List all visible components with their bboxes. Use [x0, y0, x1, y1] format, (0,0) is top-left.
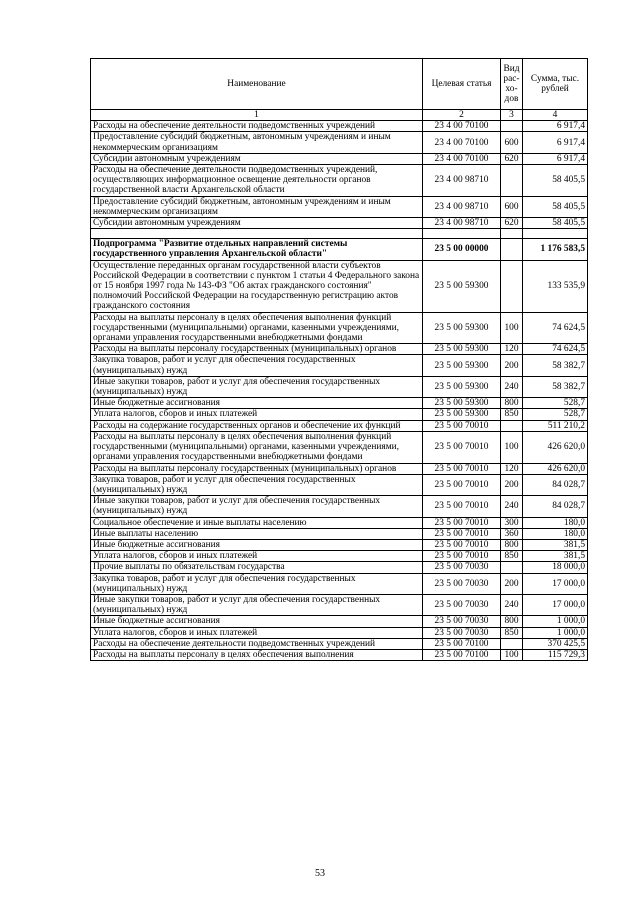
- cell-sum: 84 028,7: [523, 496, 588, 517]
- cell-expense-type: [501, 420, 523, 431]
- cell-name: Прочие выплаты по обязательствам государства: [91, 562, 423, 573]
- table-row: [91, 355, 588, 376]
- cell-name: Иные бюджетные ассигнования: [91, 398, 423, 409]
- table-header: [91, 59, 588, 121]
- table-row: [91, 528, 588, 539]
- cell-name: Иные закупки товаров, работ и услуг для обеспечения государственных (муниципальных) нужд: [91, 594, 423, 615]
- cell-expense-type: 800: [501, 539, 523, 550]
- cell-sum: 58 382,7: [523, 355, 588, 376]
- cell-sum: 511 210,2: [523, 420, 588, 431]
- cell-expense-type: [501, 165, 523, 197]
- cell-expense-type: 850: [501, 551, 523, 562]
- cell-target-article: 23 5 00 59300: [423, 398, 501, 409]
- cell-target-article: 23 4 00 70100: [423, 153, 501, 164]
- table-row: [91, 398, 588, 409]
- table-row: [91, 551, 588, 562]
- cell-sum: 17 000,0: [523, 594, 588, 615]
- cell-expense-type: 600: [501, 196, 523, 217]
- cell-name: Подпрограмма "Развитие отдельных направлений системы государственного управления Архангельской области": [91, 239, 423, 260]
- cell-target-article: 23 5 00 70030: [423, 616, 501, 627]
- table-row: [91, 627, 588, 638]
- cell-name: Субсидии автономным учреждениям: [91, 153, 423, 164]
- table-row: [91, 517, 588, 528]
- cell-target-article: 23 5 00 70010: [423, 551, 501, 562]
- cell-expense-type: [501, 562, 523, 573]
- cell-name: Расходы на обеспечение деятельности подведомственных учреждений: [91, 638, 423, 649]
- cell-name: Расходы на выплаты персоналу в целях обеспечения выполнения функций государственными (муниципальными) органами, казенными учреждениями, органами управления государственными внебюджетными фондами: [91, 312, 423, 344]
- column-number: 3: [501, 110, 523, 121]
- cell-sum: 17 000,0: [523, 573, 588, 594]
- cell-target-article: 23 5 00 70030: [423, 594, 501, 615]
- cell-sum: 58 382,7: [523, 376, 588, 397]
- cell-target-article: 23 5 00 70010: [423, 539, 501, 550]
- cell-name: Предоставление субсидий бюджетным, автономным учреждениям и иным некоммерческим организациям: [91, 196, 423, 217]
- cell-name: Расходы на выплаты персоналу государственных (муниципальных) органов: [91, 463, 423, 474]
- cell-target-article: 23 5 00 70100: [423, 638, 501, 649]
- cell-sum: 133 535,9: [523, 260, 588, 312]
- table-row: [91, 132, 588, 153]
- table-row: [91, 196, 588, 217]
- table-row: [91, 539, 588, 550]
- table-row: [91, 239, 588, 260]
- cell-target-article: 23 5 00 59300: [423, 344, 501, 355]
- table-row: [91, 431, 588, 463]
- cell-target-article: 23 5 00 59300: [423, 376, 501, 397]
- cell-expense-type: 850: [501, 627, 523, 638]
- table-body: [91, 121, 588, 661]
- cell-sum: 180,0: [523, 528, 588, 539]
- cell-target-article: 23 5 00 70030: [423, 627, 501, 638]
- cell-sum: 1 176 583,5: [523, 239, 588, 260]
- cell-sum: 6 917,4: [523, 121, 588, 132]
- column-number-row: [91, 110, 588, 121]
- cell-name: Субсидии автономным учреждениям: [91, 218, 423, 229]
- table-row: [91, 409, 588, 420]
- cell-name: Уплата налогов, сборов и иных платежей: [91, 627, 423, 638]
- cell-sum: 58 405,5: [523, 196, 588, 217]
- cell-sum: 370 425,5: [523, 638, 588, 649]
- cell-sum: [523, 229, 588, 239]
- table-row: [91, 260, 588, 312]
- cell-expense-type: [501, 239, 523, 260]
- cell-expense-type: [501, 121, 523, 132]
- table-row: [91, 463, 588, 474]
- cell-target-article: 23 4 00 70100: [423, 121, 501, 132]
- cell-target-article: 23 5 00 70030: [423, 573, 501, 594]
- cell-sum: 528,7: [523, 409, 588, 420]
- cell-expense-type: 200: [501, 474, 523, 495]
- cell-name: Уплата налогов, сборов и иных платежей: [91, 551, 423, 562]
- cell-expense-type: 100: [501, 431, 523, 463]
- cell-target-article: 23 4 00 70100: [423, 132, 501, 153]
- cell-sum: 74 624,5: [523, 312, 588, 344]
- table-row: [91, 344, 588, 355]
- cell-target-article: 23 5 00 59300: [423, 260, 501, 312]
- cell-target-article: 23 4 00 98710: [423, 218, 501, 229]
- table-row: [91, 165, 588, 197]
- cell-target-article: 23 5 00 70100: [423, 649, 501, 660]
- cell-name: Иные закупки товаров, работ и услуг для обеспечения государственных (муниципальных) нужд: [91, 496, 423, 517]
- cell-expense-type: 200: [501, 355, 523, 376]
- cell-expense-type: 800: [501, 616, 523, 627]
- cell-sum: 84 028,7: [523, 474, 588, 495]
- cell-name: Осуществление переданных органам государственной власти субъектов Российской Федерации в соответствии с пунктом 1 статьи 4 Федерального закона от 15 ноября 1997 года № 143-ФЗ "Об актах гражданского состояния" полномочий Российской Федерации на государственную регистрацию актов гражданского состояния: [91, 260, 423, 312]
- table-row: [91, 474, 588, 495]
- cell-sum: 180,0: [523, 517, 588, 528]
- cell-target-article: 23 5 00 70030: [423, 562, 501, 573]
- cell-name: Расходы на обеспечение деятельности подведомственных учреждений: [91, 121, 423, 132]
- cell-sum: 1 000,0: [523, 616, 588, 627]
- cell-expense-type: 240: [501, 496, 523, 517]
- spacer-row: [91, 229, 588, 239]
- cell-expense-type: [501, 638, 523, 649]
- cell-name: [91, 229, 423, 239]
- cell-sum: 58 405,5: [523, 218, 588, 229]
- column-number: 1: [91, 110, 423, 121]
- table-row: [91, 312, 588, 344]
- cell-target-article: 23 5 00 70010: [423, 431, 501, 463]
- cell-expense-type: [501, 260, 523, 312]
- cell-name: Иные бюджетные ассигнования: [91, 539, 423, 550]
- cell-expense-type: 120: [501, 463, 523, 474]
- cell-expense-type: 100: [501, 649, 523, 660]
- cell-name: Иные выплаты населению: [91, 528, 423, 539]
- table-row: [91, 218, 588, 229]
- cell-target-article: 23 4 00 98710: [423, 196, 501, 217]
- cell-sum: 381,5: [523, 551, 588, 562]
- column-number: 4: [523, 110, 588, 121]
- budget-table: [90, 58, 588, 661]
- table-row: [91, 376, 588, 397]
- cell-target-article: 23 5 00 70010: [423, 420, 501, 431]
- cell-expense-type: 800: [501, 398, 523, 409]
- cell-target-article: 23 5 00 70010: [423, 528, 501, 539]
- cell-name: Закупка товаров, работ и услуг для обеспечения государственных (муниципальных) нужд: [91, 474, 423, 495]
- cell-target-article: 23 5 00 70010: [423, 496, 501, 517]
- table-row: [91, 121, 588, 132]
- cell-name: Закупка товаров, работ и услуг для обеспечения государственных (муниципальных) нужд: [91, 573, 423, 594]
- column-number: 2: [423, 110, 501, 121]
- cell-name: Уплата налогов, сборов и иных платежей: [91, 409, 423, 420]
- cell-name: Расходы на обеспечение деятельности подведомственных учреждений, осуществляющих информационное освещение деятельности органов государственной власти Архангельской области: [91, 165, 423, 197]
- cell-sum: 6 917,4: [523, 153, 588, 164]
- cell-sum: 426 620,0: [523, 431, 588, 463]
- cell-name: Расходы на выплаты персоналу государственных (муниципальных) органов: [91, 344, 423, 355]
- cell-sum: 74 624,5: [523, 344, 588, 355]
- cell-sum: 115 729,3: [523, 649, 588, 660]
- header-name: Наименование: [91, 59, 423, 110]
- cell-name: Расходы на выплаты персоналу в целях обеспечения выполнения: [91, 649, 423, 660]
- table-row: [91, 638, 588, 649]
- cell-name: Иные закупки товаров, работ и услуг для обеспечения государственных (муниципальных) нужд: [91, 376, 423, 397]
- cell-expense-type: 620: [501, 218, 523, 229]
- cell-expense-type: 120: [501, 344, 523, 355]
- cell-target-article: [423, 229, 501, 239]
- cell-target-article: 23 5 00 70010: [423, 463, 501, 474]
- page-number: 53: [315, 868, 325, 879]
- table-row: [91, 649, 588, 660]
- cell-sum: 426 620,0: [523, 463, 588, 474]
- cell-expense-type: 620: [501, 153, 523, 164]
- cell-expense-type: 850: [501, 409, 523, 420]
- cell-expense-type: 240: [501, 594, 523, 615]
- header-target-article: Целевая статья: [423, 59, 501, 110]
- table-row: [91, 420, 588, 431]
- table-row: [91, 153, 588, 164]
- cell-expense-type: [501, 229, 523, 239]
- cell-sum: 528,7: [523, 398, 588, 409]
- cell-sum: 1 000,0: [523, 627, 588, 638]
- cell-expense-type: 600: [501, 132, 523, 153]
- cell-name: Расходы на выплаты персоналу в целях обеспечения выполнения функций государственными (муниципальными) органами, казенными учреждениями, органами управления государственными внебюджетными фондами: [91, 431, 423, 463]
- cell-name: Предоставление субсидий бюджетным, автономным учреждениям и иным некоммерческим организациям: [91, 132, 423, 153]
- cell-target-article: 23 4 00 98710: [423, 165, 501, 197]
- table-row: [91, 496, 588, 517]
- cell-name: Расходы на содержание государственных органов и обеспечение их функций: [91, 420, 423, 431]
- cell-expense-type: 200: [501, 573, 523, 594]
- cell-expense-type: 240: [501, 376, 523, 397]
- table-row: [91, 616, 588, 627]
- cell-name: Иные бюджетные ассигнования: [91, 616, 423, 627]
- header-sum: Сумма, тыс. рублей: [523, 59, 588, 110]
- cell-expense-type: 360: [501, 528, 523, 539]
- cell-target-article: 23 5 00 59300: [423, 409, 501, 420]
- cell-expense-type: 100: [501, 312, 523, 344]
- table-row: [91, 573, 588, 594]
- cell-name: Социальное обеспечение и иные выплаты населению: [91, 517, 423, 528]
- cell-sum: 58 405,5: [523, 165, 588, 197]
- cell-target-article: 23 5 00 59300: [423, 312, 501, 344]
- table-row: [91, 594, 588, 615]
- cell-sum: 6 917,4: [523, 132, 588, 153]
- cell-target-article: 23 5 00 00000: [423, 239, 501, 260]
- cell-name: Закупка товаров, работ и услуг для обеспечения государственных (муниципальных) нужд: [91, 355, 423, 376]
- table-row: [91, 562, 588, 573]
- cell-expense-type: 300: [501, 517, 523, 528]
- cell-target-article: 23 5 00 59300: [423, 355, 501, 376]
- cell-sum: 381,5: [523, 539, 588, 550]
- cell-target-article: 23 5 00 70010: [423, 517, 501, 528]
- cell-sum: 18 000,0: [523, 562, 588, 573]
- header-expense-type: Вид рас-хо-дов: [501, 59, 523, 110]
- cell-target-article: 23 5 00 70010: [423, 474, 501, 495]
